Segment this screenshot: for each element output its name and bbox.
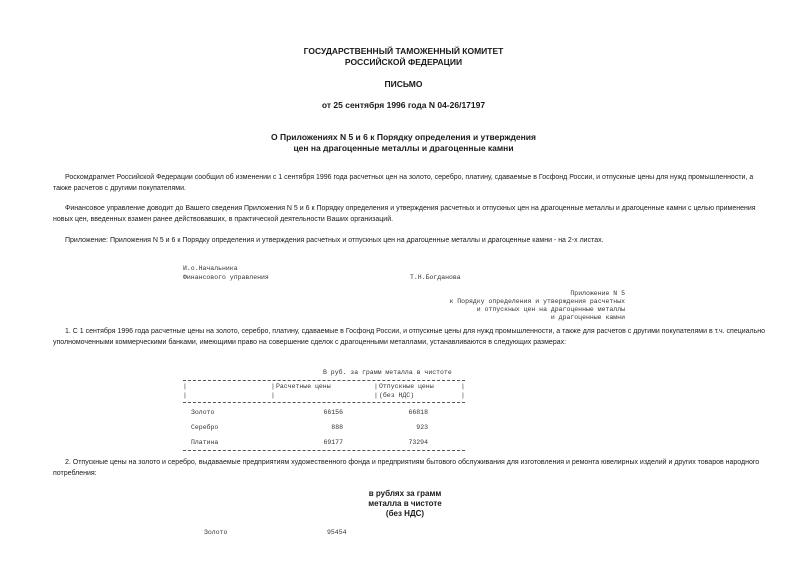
row-calc-platinum: 69177 (323, 439, 343, 446)
table2-caption-line3: (без НДС) (385, 509, 425, 518)
document-title-line2: цен на драгоценные металлы и драгоценные камни (293, 143, 514, 153)
table2-row-metal-gold: Золото (204, 529, 228, 536)
table-pipe: | (271, 392, 275, 399)
table-pipe: | (374, 392, 378, 399)
table-border-top (183, 380, 465, 381)
appendix-line3: и отпускных цен на драгоценные металлы (476, 306, 625, 313)
table2-caption-line1: в рублях за грамм (368, 489, 442, 498)
row-sale-silver: 923 (416, 424, 428, 431)
signature-position-line2: Финансового управления (183, 274, 269, 281)
paragraph-2-text: Финансовое управление доводит до Вашего сведения Приложения N 5 и 6 к Порядку определения и утверждения расчетных и отпускных цен на драгоценные металлы и драгоценные камни с целью применения новых цен, введенных взамен ранее действовавших, в практической деятельности Ваших организаций. (53, 205, 756, 223)
column-header-sale-note: (без НДС) (379, 392, 415, 399)
paragraph-5-text: 2. Отпускные цены на золото и серебро, выдаваемые предприятиям художественного фонда и предприятиям бытового обслуживания для изготовления и ремонта ювелирных изделий и других товаров народного потребления: (53, 459, 760, 477)
paragraph-4 (53, 326, 771, 348)
row-metal-gold: Золото (191, 409, 215, 416)
table-pipe: | (183, 392, 187, 399)
table-pipe: | (271, 383, 275, 390)
signature-position-line1: И.о.Начальника (183, 265, 238, 272)
table2-caption-line2: металла в чистоте (368, 499, 442, 508)
paragraph-4-text: 1. С 1 сентября 1996 года расчетные цены на золото, серебро, платину, сдаваемые в Госфонд России, и отпускные цены для нужд промышленности, а также для расчетов с другими покупателями в т.ч. специально уполномоченными коммерческими банками, имеющими право на совершение сделок с драгоценными металлами, устанавливаются в следующих размерах: (53, 328, 766, 346)
table-pipe: | (374, 383, 378, 390)
paragraph-3-text: Приложение: Приложения N 5 и 6 к Порядку определения и утверждения расчетных и отпускных цен на драгоценные металлы и драгоценные камни - на 2-х листах. (65, 237, 604, 244)
organization-name-line1: ГОСУДАРСТВЕННЫЙ ТАМОЖЕННЫЙ КОМИТЕТ (303, 46, 504, 56)
table2-row-price-gold: 95454 (327, 529, 347, 536)
table-pipe: | (461, 383, 465, 390)
price-table (183, 368, 465, 454)
signature-name: Т.Н.Богданова (410, 274, 461, 281)
paragraph-2 (53, 203, 771, 225)
table-border-mid (183, 402, 465, 403)
table-pipe: | (183, 383, 187, 390)
paragraph-1 (53, 172, 771, 194)
document-type: ПИСЬМО (384, 79, 423, 89)
column-header-calc: Расчетные цены (276, 383, 331, 390)
row-calc-gold: 66156 (323, 409, 343, 416)
paragraph-1-text: Роскомдрагмет Российской Федерации сообщил об изменении с 1 сентября 1996 года расчетных цен на золото, серебро, платину, сдаваемые в Госфонд России, и отпускные цены для нужд промышленности, а также расчетов с другими покупателями. (53, 174, 754, 192)
document-title-line1: О Приложениях N 5 и 6 к Порядку определения и утверждения (271, 132, 536, 142)
appendix-line4: и драгоценные камни (550, 314, 625, 321)
paragraph-5 (53, 457, 771, 479)
row-metal-silver: Серебро (191, 424, 219, 431)
appendix-line1: Приложение N 5 (570, 290, 625, 297)
document-date: от 25 сентября 1996 года N 04-26/17197 (321, 100, 486, 110)
price-table-caption: В руб. за грамм металла в чистоте (323, 369, 452, 376)
column-header-sale: Отпускные цены (379, 383, 434, 390)
organization-name-line2: РОССИЙСКОЙ ФЕДЕРАЦИИ (344, 57, 463, 67)
table-pipe: | (461, 392, 465, 399)
appendix-line2: к Порядку определения и утверждения расчетных (449, 298, 625, 305)
row-sale-gold: 66818 (408, 409, 428, 416)
row-calc-silver: 888 (331, 424, 343, 431)
paragraph-3 (53, 235, 771, 246)
table-border-bottom (183, 450, 465, 451)
row-metal-platinum: Платина (191, 439, 219, 446)
row-sale-platinum: 73294 (408, 439, 428, 446)
